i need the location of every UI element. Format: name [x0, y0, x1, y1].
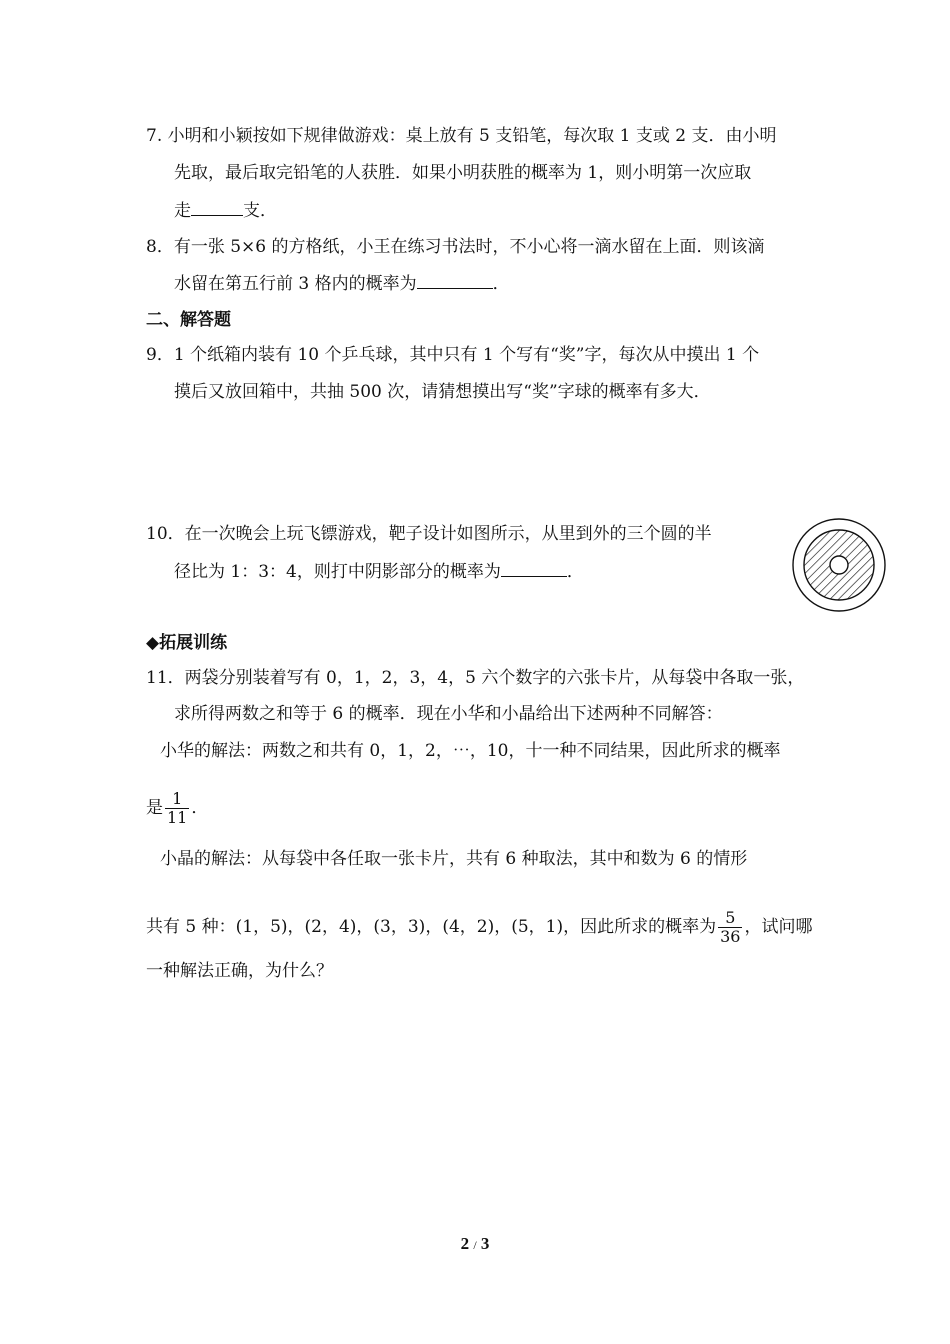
q10-line-1: 10．在一次晚会上玩飞镖游戏，靶子设计如图所示，从里到外的三个圆的半: [146, 524, 712, 544]
q11-jing-line-2-pre: 共有 5 种：(1，5)，(2，4)，(3，3)，(4，2)，(5，1)，因此所求的概率为: [146, 917, 717, 937]
q11-hua-fraction-numerator: 1: [172, 789, 183, 808]
q11-hua-fraction-denominator: 11: [167, 808, 188, 827]
q11-hua-line-1: 小华的解法：两数之和共有 0，1，2，⋯，10，十一种不同结果，因此所求的概率: [160, 741, 781, 761]
q8-answer-blank: [417, 272, 493, 289]
q8-line-2-pre: 水留在第五行前 3 格内的概率为: [174, 274, 417, 294]
q11-line-1: 11．两袋分别装着写有 0，1，2，3，4，5 六个数字的六张卡片，从每袋中各取一张，: [146, 668, 805, 688]
q11-jing-fraction-numerator: 5: [725, 908, 736, 927]
q11-jing-line-3: 一种解法正确，为什么？: [146, 961, 333, 981]
q10-line-2: [174, 560, 584, 583]
q10-line-2-post: ．: [566, 562, 584, 582]
q11-hua-fraction: [165, 790, 189, 827]
q11-jing-line-2-post: ，试问哪: [744, 917, 813, 937]
q8-line-2-post: ．: [492, 274, 510, 294]
page-number: [0, 1234, 950, 1254]
q9-line-1: 9．1 个纸箱内装有 10 个乒乓球，其中只有 1 个写有“奖”字，每次从中摸出 1 个: [146, 345, 760, 365]
q11-hua-line-2: [146, 790, 208, 827]
dartboard-inner-circle: [830, 556, 848, 574]
q9-line-2: 摸后又放回箱中，共抽 500 次，请猜想摸出写“奖”字球的概率有多大．: [174, 382, 711, 402]
q7-line-3-post: 支．: [243, 201, 277, 221]
page-number-total: 3: [480, 1234, 490, 1253]
q7-answer-blank: [191, 199, 243, 216]
q7-line-1: 7. 小明和小颖按如下规律做游戏：桌上放有 5 支铅笔，每次取 1 支或 2 支．由小明: [146, 126, 777, 146]
section-title-extension-training: ◆拓展训练: [146, 633, 228, 653]
dartboard-figure: [792, 518, 886, 612]
q11-jing-fraction-denominator: 36: [720, 927, 741, 946]
q11-jing-line-1: 小晶的解法：从每袋中各任取一张卡片，共有 6 种取法，其中和数为 6 的情形: [160, 849, 748, 869]
q10-answer-blank: [501, 560, 567, 577]
q11-hua-line-2-post: ．: [191, 798, 209, 818]
q8-line-1: 8．有一张 5×6 的方格纸，小王在练习书法时，不小心将一滴水留在上面．则该滴: [146, 237, 765, 257]
page-number-separator: /: [473, 1238, 477, 1252]
q11-jing-fraction: [718, 909, 742, 946]
page-number-current: 2: [460, 1234, 470, 1253]
q7-line-2: 先取，最后取完铅笔的人获胜．如果小明获胜的概率为 1，则小明第一次应取: [174, 163, 752, 183]
q7-line-3: [174, 199, 277, 222]
q11-jing-line-2: [146, 909, 812, 946]
q11-hua-line-2-pre: 是: [146, 798, 163, 818]
q10-line-2-pre: 径比为 1：3：4，则打中阴影部分的概率为: [174, 562, 501, 582]
section-title-answer-questions: 二、解答题: [146, 310, 231, 330]
q11-line-2: 求所得两数之和等于 6 的概率．现在小华和小晶给出下述两种不同解答：: [174, 704, 723, 724]
q8-line-2: [174, 272, 510, 295]
q7-line-3-pre: 走: [174, 201, 191, 221]
